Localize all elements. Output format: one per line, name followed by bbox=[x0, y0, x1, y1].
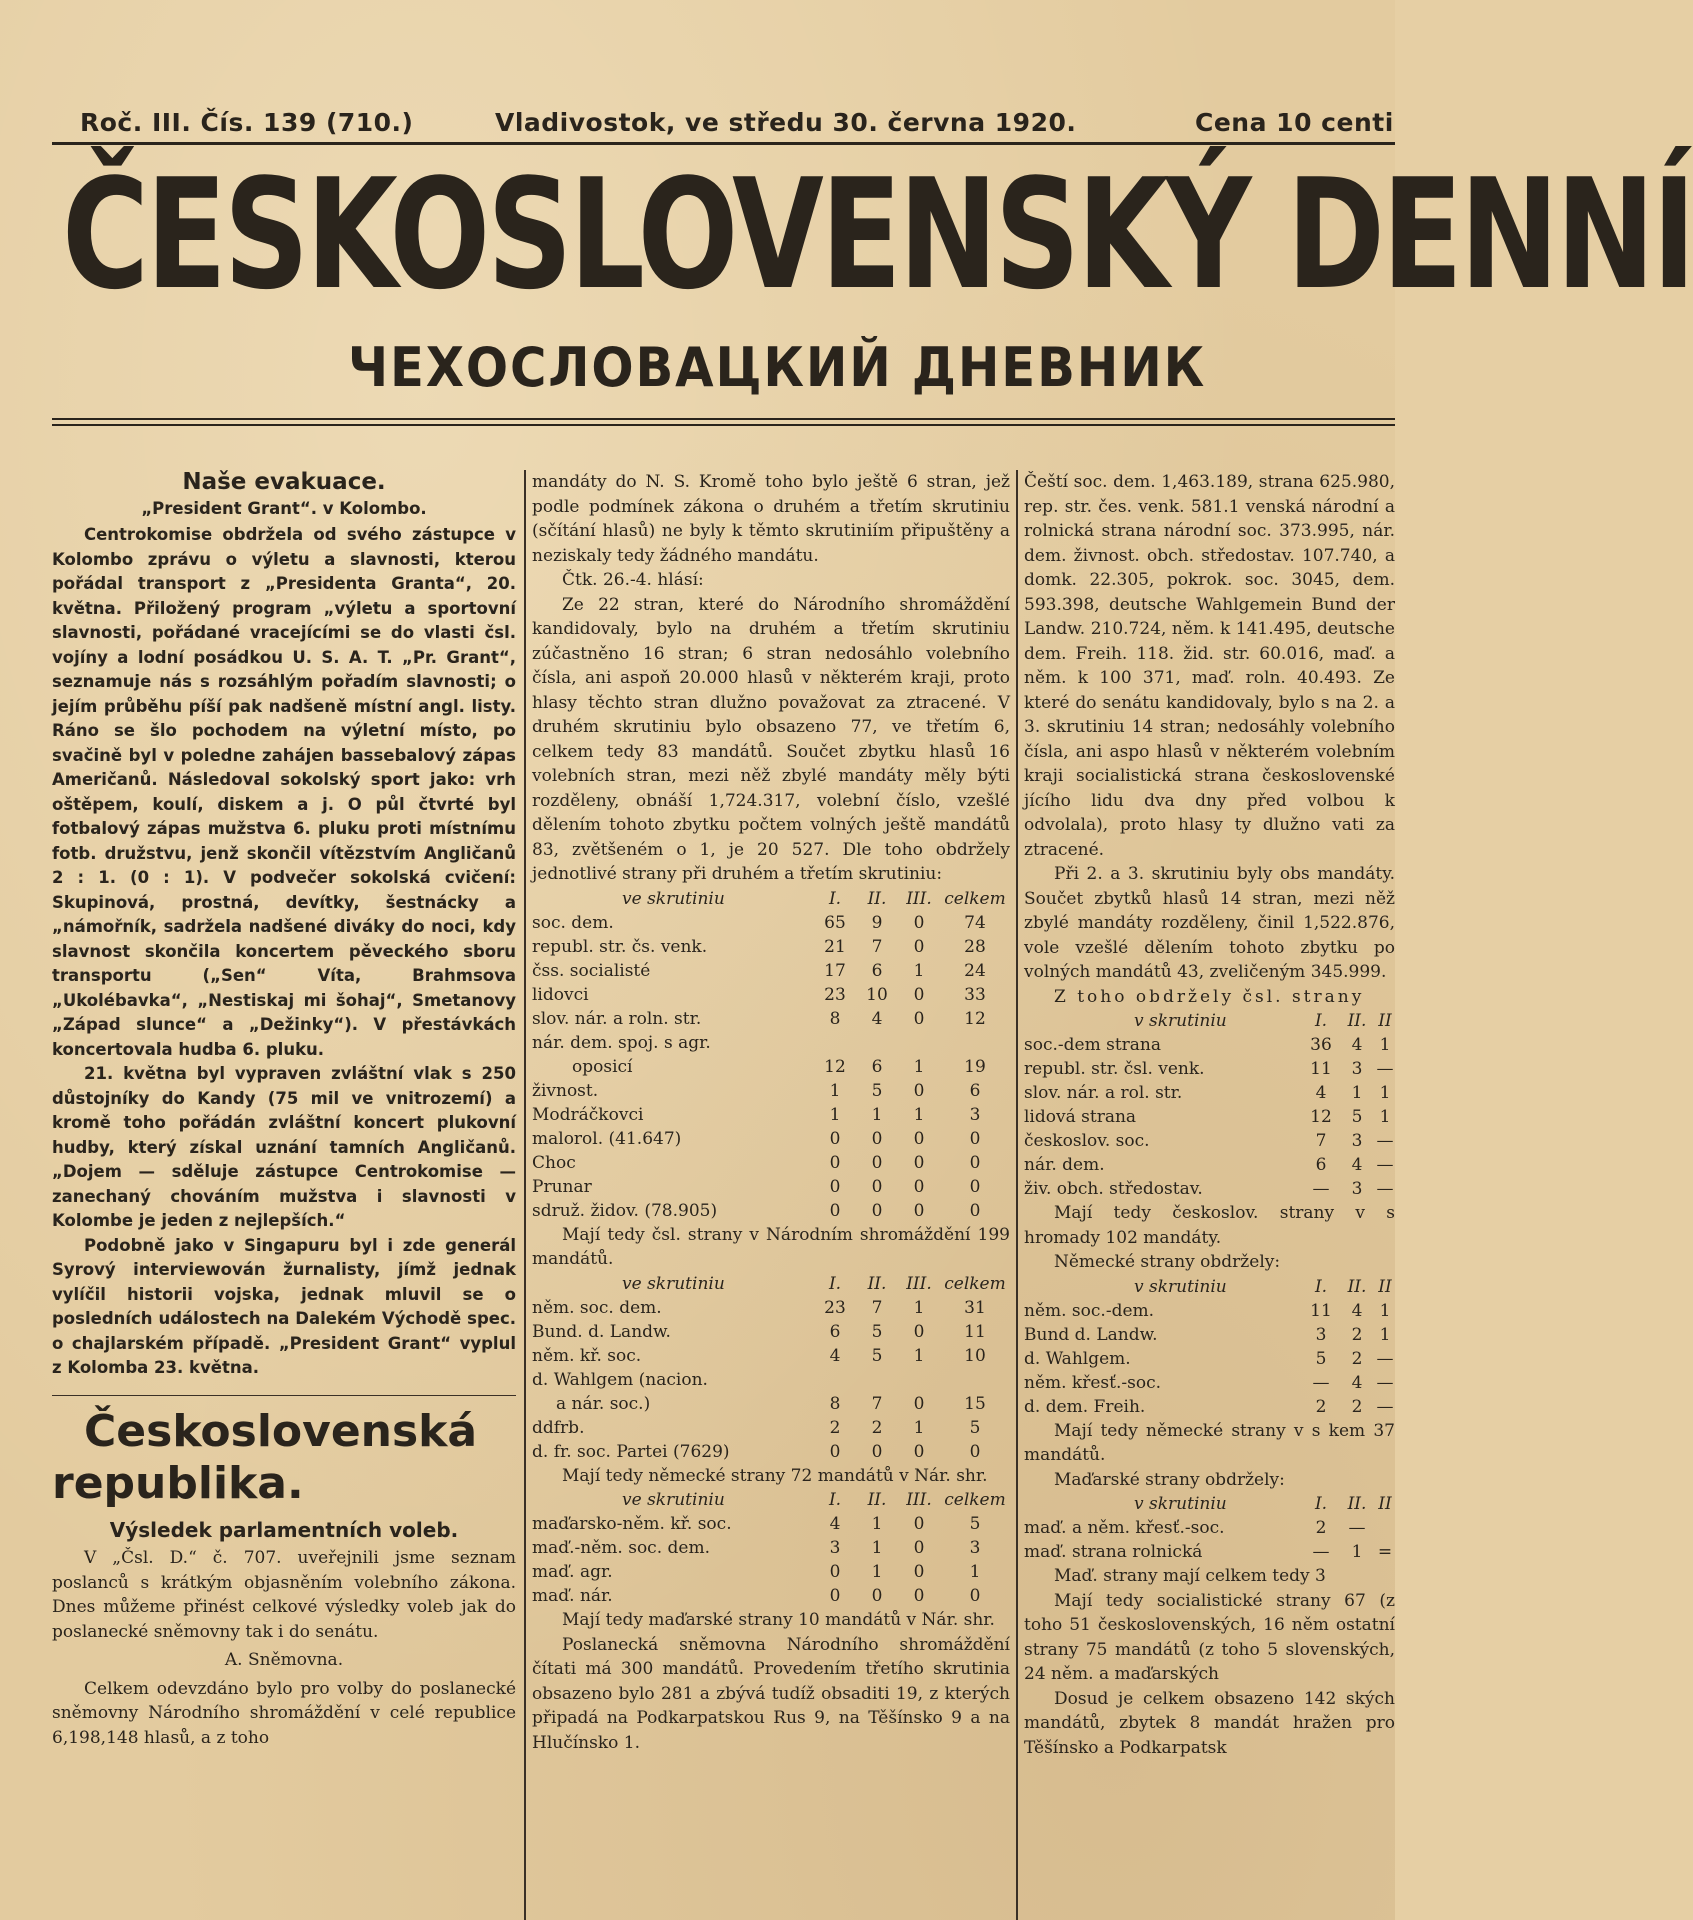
table-row: Modráčkovci 1 1 1 3 bbox=[532, 1104, 981, 1125]
col2-paragraph: Mají tedy čsl. strany v Národním shromáždění 199 mandátů. bbox=[532, 1224, 1010, 1269]
article-republika-subheading: Výsledek parlamentních voleb. bbox=[109, 1517, 459, 1542]
table-row: maď. strana rolnická — 1 = bbox=[1024, 1542, 1393, 1562]
table-row: slov. nár. a rol. str. 4 1 1 bbox=[1024, 1083, 1391, 1103]
table-header-row: ve skrutiniu I. II. III. celkem bbox=[622, 1490, 1006, 1510]
table-row: maď. a něm. křesť.-soc. 2 — bbox=[1024, 1518, 1366, 1538]
newspaper-subtitle-russian: ЧЕХОСЛОВАЦКИЙ ДНЕВНИК bbox=[348, 336, 1207, 399]
table-row: nár. dem. spoj. s agr. bbox=[532, 1032, 711, 1053]
col2-paragraph: Mají tedy maďarské strany 10 mandátů v Nár. shr. bbox=[562, 1610, 995, 1630]
col2-paragraph: Poslanecká sněmovna Národního shromáždění čítati má 300 mandátů. Provedením třetího skrutinia obsazeno bylo 281 a zbývá tudíž obsaditi 19, z kterých připadá na Podkarpatskou Rus 9, na Těšínsko 9 a na Hlučínsko 1. bbox=[532, 1634, 1010, 1753]
table-row: d. Wahlgem. 5 2 — bbox=[1024, 1348, 1394, 1369]
table-header-row: v skrutiniu I. II. II bbox=[1134, 1494, 1392, 1514]
column-divider bbox=[1016, 470, 1018, 1920]
table-row: maď. nár. 0 0 0 0 bbox=[532, 1586, 981, 1606]
table-row: čss. socialisté 17 6 1 24 bbox=[532, 960, 986, 981]
table-row: něm. soc. dem. 23 7 1 31 bbox=[532, 1297, 986, 1318]
col3-paragraph: Čeští soc. dem. 1,463.189, strana 625.980, rep. str. čes. venk. 581.1 venská národní a rolnická strana národní soc. 373.995, nár. dem. živnost. obch. středostav. 107.740, a domk. 22.305, pokrok. soc. 3045, dem. 593.398, deutsche Wahlgemein Bund der Landw. 210.724, něm. k 141.495, deutsche dem. Freih. 118. žid. str. 60.016, maď. a něm. k 100 371, maď. roln. 40.493. Ze které do senátu kandidovaly, bylo s na 2. a 3. skrutiniu 14 stran; nedosáhly volebního čísla, ani aspo hlasů v některém volebním kraji socialistická strana československé jícího lidu dva dny před volbou k odvolala), proto hlasy ty dlužno vati za ztracené. bbox=[1024, 472, 1395, 860]
senate-table-czechoslovak bbox=[1024, 1009, 1395, 1201]
table-row: soc.-dem strana 36 4 1 bbox=[1024, 1035, 1391, 1055]
table-row: lidovci 23 10 0 33 bbox=[532, 984, 986, 1005]
article-evakuace-paragraph: 21. května byl vypraven zvláštní vlak s 250 důstojníky do Kandy (75 mil ve vnitrozemí) a kromě toho pořádán zvláštní koncert plukovní hudby, který získal uznání tamních Angličanů. „Dojem — sděluje zástupce Centrokomise — zanechaný chováním mužstva i slavnosti v Kolombe je jeden z nejlepších.“ bbox=[52, 1064, 516, 1230]
col3-paragraph: Při 2. a 3. skrutiniu byly obs mandáty. Součet zbytků hlasů 14 stran, mezi něž zbylé mandáty rozděleny, činil 1,522.876, vole vzešlé dělením tohoto zbytku po volných mandátů 43, zveličeným 345.999. bbox=[1024, 864, 1395, 982]
col2-paragraph: Mají tedy německé strany 72 mandátů v Nár. shr. bbox=[562, 1465, 988, 1486]
table-row: nár. dem. 6 4 — bbox=[1024, 1155, 1394, 1175]
table-row: českoslov. soc. 7 3 — bbox=[1024, 1131, 1394, 1151]
table-row: ddfrb. 2 2 1 5 bbox=[532, 1417, 981, 1438]
masthead-bottom-rule-1 bbox=[52, 418, 1395, 420]
table-row: republ. str. čs. venk. 21 7 0 28 bbox=[532, 936, 986, 957]
table-row: Prunar 0 0 0 0 bbox=[532, 1176, 981, 1197]
table-row: slov. nár. a roln. str. 8 4 0 12 bbox=[532, 1008, 986, 1029]
table-header-row: v skrutiniu I. II. II bbox=[1134, 1276, 1392, 1297]
results-table-hungarian bbox=[532, 1488, 1010, 1608]
col3-paragraph: Mají tedy českoslov. strany v s hromady 102 mandáty. bbox=[1024, 1203, 1395, 1248]
table-row: d. Wahlgem (nacion. bbox=[532, 1369, 708, 1390]
senate-table-german bbox=[1024, 1275, 1395, 1419]
table-row: Bund. d. Landw. 6 5 0 11 bbox=[532, 1321, 986, 1342]
table-header-row: ve skrutiniu I. II. III. celkem bbox=[622, 888, 1006, 909]
article-republika-heading: Československá republika. bbox=[52, 1405, 478, 1509]
table-row: něm. soc.-dem. 11 4 1 bbox=[1024, 1300, 1391, 1321]
col3-paragraph: Dosud je celkem obsazeno 142 ských mandátů, zbytek 8 mandát hražen pro Těšínsko a Podkarpatsk bbox=[1024, 1688, 1395, 1758]
table-row: d. dem. Freih. 2 2 — bbox=[1024, 1396, 1394, 1417]
table-row: něm. křesť.-soc. — 4 — bbox=[1024, 1372, 1394, 1393]
results-table-czechoslovak bbox=[532, 887, 1010, 1223]
table-row: a nár. soc.) 8 7 0 15 bbox=[556, 1393, 986, 1414]
issue-price: Cena 10 centi bbox=[1195, 108, 1394, 137]
col3-paragraph: Maď. strany mají celkem tedy 3 bbox=[1054, 1566, 1326, 1586]
column-2 bbox=[532, 470, 1010, 1920]
senate-table-hungarian bbox=[1024, 1492, 1395, 1564]
article-evakuace-paragraph: Podobně jako v Singapuru byl i zde generál Syrový interviewován žurnalisty, jímž jednak vylíčil historii vojska, jednak mluvil se o posledních událostech na Dalekém Východě spec. o chajlarském případě. „President Grant“ vyplul z Kolomba 23. května. bbox=[52, 1235, 516, 1377]
masthead-bottom-rule-2 bbox=[52, 424, 1395, 426]
col3-paragraph: Z toho obdržely čsl. strany bbox=[1054, 986, 1365, 1007]
masthead-top-rule bbox=[52, 142, 1395, 145]
table-row: lidová strana 12 5 1 bbox=[1024, 1107, 1391, 1127]
col3-paragraph: Mají tedy německé strany v s kem 37 mandátů. bbox=[1024, 1420, 1395, 1465]
newspaper-title: ČESKOSLOVENSKÝ DENNÍ bbox=[62, 146, 1693, 323]
table-row: něm. kř. soc. 4 5 1 10 bbox=[532, 1345, 986, 1366]
col3-paragraph: Maďarské strany obdržely: bbox=[1054, 1469, 1285, 1490]
article-evakuace-subheading: „President Grant“. v Kolombo. bbox=[141, 498, 427, 518]
issue-date: Vladivostok, ve středu 30. června 1920. bbox=[495, 108, 1077, 137]
table-row: republ. str. čsl. venk. 11 3 — bbox=[1024, 1059, 1394, 1079]
table-row: malorol. (41.647) 0 0 0 0 bbox=[532, 1128, 981, 1149]
column-3 bbox=[1024, 470, 1395, 1920]
table-row: oposicí 12 6 1 19 bbox=[572, 1056, 986, 1077]
column-1 bbox=[52, 470, 516, 1750]
table-row: maďarsko-něm. kř. soc. 4 1 0 5 bbox=[532, 1514, 981, 1534]
table-row: d. fr. soc. Partei (7629) 0 0 0 0 bbox=[532, 1441, 981, 1462]
table-row: živ. obch. středostav. — 3 — bbox=[1024, 1179, 1394, 1199]
column-divider bbox=[524, 470, 526, 1920]
col3-paragraph: Německé strany obdržely: bbox=[1054, 1252, 1281, 1272]
article-evakuace-paragraph: Centrokomise obdržela od svého zástupce v Kolombo zprávu o výletu a slavnosti, kterou pořádal transport z „Presidenta Granta“, 20. května. Přiložený program „výletu a sportovní slavnosti, pořádané vracejícími se do vlasti čsl. vojíny a lodní posádkou U. S. A. T. „Pr. Grant“, seznamuje nás s rozsáhlým pořadím slavnosti; o jejím průběhu píší pak nadšeně místní angl. listy. Ráno se šlo pochodem na výletní místo, po svačině byl v poledne zahájen bassebalový zápas Američanů. Následoval sokolský sport jako: vrh oštěpem, koulí, diskem a j. O půl čtvrté byl fotbalový zápas mužstva 6. pluku proti místnímu fotb. družstvu, jenž skončil vítězstvím Angličanů 2 : 1. (0 : 1). V podvečer sokolská cvičení: Skupinová, prostná, devítky, šestnácky a „námořník, sadržela nadšené diváky do noci, kdy slavnost skončila koncertem pěveckého sboru transportu („Sen“ Víta, Brahmsova „Ukolébavka“, „Nestiskaj mi šohaj“, Smetanovy „Západ slunce“ a „Dežinky“). V přestávkách koncertovala hudba 6. pluku. bbox=[52, 525, 516, 1059]
table-row: maď.-něm. soc. dem. 3 1 0 3 bbox=[532, 1538, 981, 1558]
results-table-german bbox=[532, 1272, 1010, 1464]
article-republika-intro: V „Čsl. D.“ č. 707. uveřejnili jsme seznam poslanců s krátkým objasněním volebního zákona. Dnes můžeme přinést celkové výsledky voleb jak do poslanecké sněmovny tak i do senátu. bbox=[52, 1548, 516, 1642]
table-row: maď. agr. 0 1 0 1 bbox=[532, 1562, 981, 1582]
table-row: Bund d. Landw. 3 2 1 bbox=[1024, 1324, 1391, 1345]
table-row: živnost. 1 5 0 6 bbox=[532, 1080, 981, 1101]
article-separator bbox=[52, 1395, 516, 1396]
table-row: soc. dem. 65 9 0 74 bbox=[532, 912, 986, 933]
issue-number: Roč. III. Čís. 139 (710.) bbox=[80, 108, 414, 137]
table-row: Choc 0 0 0 0 bbox=[532, 1152, 981, 1173]
col2-paragraph: mandáty do N. S. Kromě toho bylo ještě 6 stran, jež podle podmínek zákona o druhém a třetím skrutiniu (sčítání hlasů) ne byly k těmto skrutiniím připuštěny a neziskaly tedy žádného mandátu. bbox=[532, 472, 1010, 566]
col3-paragraph: Mají tedy socialistické strany 67 (z toho 51 československých, 16 něm ostatní strany 75 mandátů (z toho 5 slovenských, 24 něm. a maďarských bbox=[1024, 1590, 1395, 1684]
table-header-row: ve skrutiniu I. II. III. celkem bbox=[622, 1273, 1006, 1294]
col2-paragraph: Ze 22 stran, které do Národního shromáždění kandidovaly, bylo na druhém a třetím skrutiniu zúčastněno 16 stran; 6 stran nedosáhlo volebního čísla, ani aspoň 20.000 hlasů v některém kraji, proto hlasy těchto stran dlužno považovat za ztracené. V druhém skrutiniu bylo obsazeno 77, ve třetím 6, celkem tedy 83 mandátů. Součet zbytku hlasů 16 volebních stran, mezi něž zbylé mandáty měly býti rozděleny, obnáší 1,724.317, volební číslo, vzešlé dělením tohoto zbytku počtem volných ještě mandátů 83, zvětšeném o 1, je 20 527. Dle toho obdržely jednotlivé strany při druhém a třetím skrutiniu: bbox=[532, 594, 1010, 884]
table-row: sdruž. židov. (78.905) 0 0 0 0 bbox=[532, 1200, 981, 1221]
col2-paragraph: Čtk. 26.-4. hlásí: bbox=[562, 570, 704, 590]
table-header-row: v skrutiniu I. II. II bbox=[1134, 1011, 1392, 1031]
article-evakuace-heading: Naše evakuace. bbox=[182, 469, 386, 495]
section-snemovna-text: Celkem odevzdáno bylo pro volby do poslanecké sněmovny Národního shromáždění v celé republice 6,198,148 hlasů, a z toho bbox=[52, 1678, 516, 1748]
section-heading-snemovna: A. Sněmovna. bbox=[224, 1650, 344, 1670]
